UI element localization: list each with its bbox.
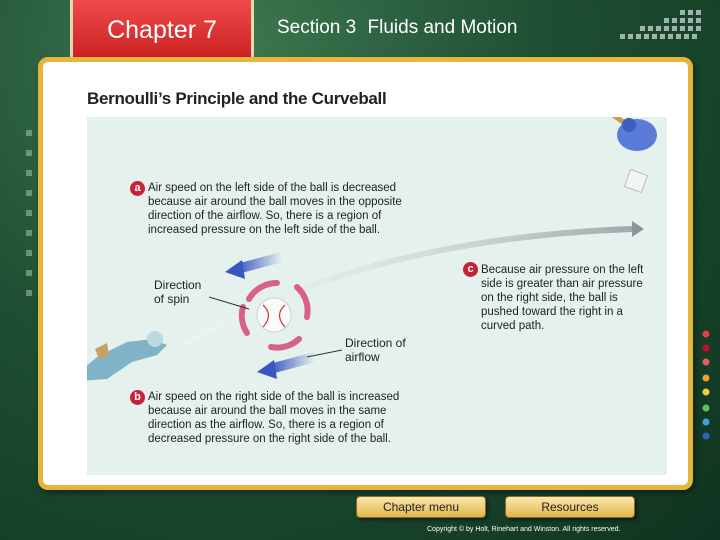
callout-marker-b: b: [130, 390, 145, 405]
section-number: Section 3: [277, 17, 357, 38]
direction-of-spin-label: Direction of spin: [154, 278, 202, 306]
decorative-dot-grid: [620, 10, 710, 50]
callout-marker-a: a: [130, 181, 145, 196]
airflow-arrowhead-bottom: [257, 360, 277, 379]
copyright-text: Copyright © by Holt, Rinehart and Winston. All rights reserved.: [427, 526, 621, 533]
batter-icon: [602, 117, 657, 193]
resources-button[interactable]: Resources: [505, 496, 635, 518]
pitcher-figure: [87, 331, 167, 382]
baseball-icon: [257, 298, 291, 332]
chapter-menu-button[interactable]: Chapter menu: [356, 496, 486, 518]
decorative-color-dots: [700, 330, 712, 470]
section-name: Fluids and Motion: [367, 17, 518, 38]
callout-b-text: Air speed on the right side of the ball is increased because air around the ball moves in the same direction as the airflow. So, there is a region of decreased pressure on the right side of the ball.: [148, 391, 400, 445]
section-title: [277, 17, 517, 39]
airflow-arrowhead-top: [225, 260, 245, 279]
figure-area: [87, 117, 667, 475]
direction-of-airflow-label: Direction of airflow: [345, 336, 406, 364]
figure-title: Bernoulli’s Principle and the Curveball: [87, 89, 387, 108]
callout-c-text: Because air pressure on the left side is greater than air pressure on the right side, the ball is pushed toward the right in a curved path.: [481, 264, 644, 332]
callout-marker-c: c: [463, 262, 478, 277]
chapter-label: Chapter 7: [107, 16, 217, 44]
callout-a-text: Air speed on the left side of the ball is decreased because air around the ball moves in the opposite direction of the airflow. So, there is a region of increased pressure on the left side of the ball.: [148, 182, 402, 236]
ball-path-arrowhead: [632, 221, 644, 237]
spin-pointer-line: [209, 297, 249, 309]
airflow-arrow-top: [237, 257, 282, 269]
airflow-arrow-bottom: [270, 357, 315, 369]
